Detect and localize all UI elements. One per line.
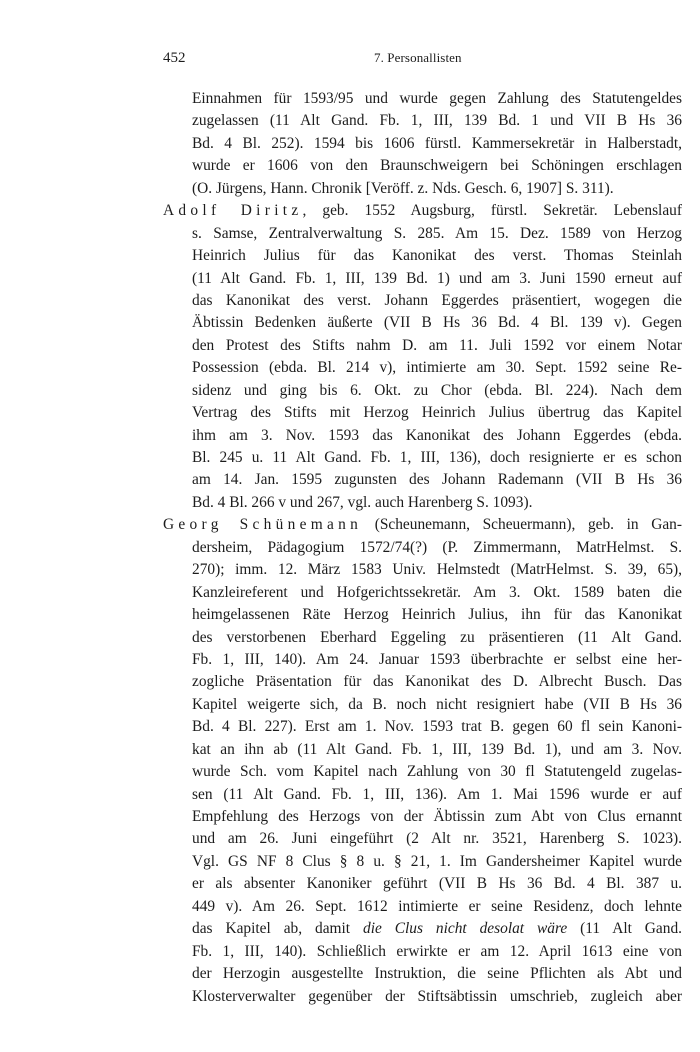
- text-line: zogliche Präsentation für das Kanonikat des D. Albrecht Busch. Das: [192, 673, 682, 691]
- text-line: Äbtissin Bedenken äußerte (VII B Hs 36 Bd. 4 Bl. 139 v). Gegen: [192, 314, 682, 332]
- body-text: [163, 88, 682, 1008]
- page-number: 452: [163, 50, 186, 66]
- entry-text: , geb. 1552 Augsburg, fürstl. Sekretär. Lebenslauf: [302, 202, 682, 220]
- entry-adolf-diritz: [163, 200, 682, 514]
- entry-text: (11 Alt Gand.: [567, 920, 682, 938]
- text-line: des verstorbenen Eberhard Eggeling zu präsentieren (11 Alt Gand.: [192, 628, 682, 646]
- text-line: Kanzleireferent und Hofgerichtssekretär. Am 3. Okt. 1589 baten die: [192, 583, 682, 601]
- text-line: sen (11 Alt Gand. Fb. 1, III, 136). Am 1. Mai 1596 wurde er auf: [192, 785, 682, 803]
- text-line: das Kanonikat des verst. Johann Eggerdes präsentiert, wogegen die: [192, 291, 682, 309]
- text-line: Empfehlung des Herzogs von der Äbtissin zum Abt von Clus ernannt: [192, 808, 682, 825]
- text-line: wurde Sch. vom Kapitel nach Zahlung von 30 fl Statutengeld zugelas-: [192, 763, 682, 781]
- text-line: Bl. 245 u. 11 Alt Gand. Fb. 1, III, 136), doch resignierte er es schon: [192, 449, 682, 466]
- text-line-with-quotation: [163, 918, 682, 940]
- page-header: [163, 50, 682, 70]
- text-line: der Herzogin ausgestellte Instruktion, die seine Pflichten als Abt und: [192, 965, 682, 983]
- text-line: wurde er 1606 von den Braunschweigern bei Schöningen erschlagen: [192, 157, 682, 175]
- text-line: Vertrag des Stifts mit Herzog Heinrich Julius übertrug das Kapitel: [192, 404, 682, 422]
- text-line: den Protest des Stifts nahm D. am 11. Juli 1592 vor einem Notar: [192, 336, 682, 354]
- text-line: Klosterverwalter gegenüber der Stiftsäbtissin umschrieb, zugleich aber: [192, 987, 682, 1005]
- text-line: Vgl. GS NF 8 Clus § 8 u. § 21, 1. Im Gandersheimer Kapitel wurde: [192, 852, 682, 870]
- text-line: 449 v). Am 26. Sept. 1612 intimierte er seine Residenz, doch lehnte: [192, 897, 682, 915]
- text-line: (O. Jürgens, Hann. Chronik [Veröff. z. Nds. Gesch. 6, 1907] S. 311).: [192, 179, 614, 197]
- text-line: 270); imm. 12. März 1583 Univ. Helmstedt (MatrHelmst. S. 39, 65),: [192, 561, 682, 579]
- text-line: Kapitel weigerte sich, da B. noch nicht resigniert habe (VII B Hs 36: [192, 695, 682, 713]
- text-line: zugelassen (11 Alt Gand. Fb. 1, III, 139 Bd. 1 und VII B Hs 36: [192, 112, 682, 130]
- person-name: Adolf Diritz: [163, 202, 303, 220]
- text-line: Fb. 1, III, 140). Schließlich erwirkte er am 12. April 1613 eine von: [192, 942, 682, 960]
- text-line: kat an ihn ab (11 Alt Gand. Fb. 1, III, 139 Bd. 1), und am 3. Nov.: [192, 740, 682, 758]
- text-line: Fb. 1, III, 140). Am 24. Januar 1593 überbrachte er selbst eine her-: [192, 650, 682, 668]
- entry-continuation: [163, 88, 682, 200]
- text-line: Bd. 4 Bl. 252). 1594 bis 1606 fürstl. Kammersekretär in Halberstadt,: [192, 134, 682, 152]
- text-line: dersheim, Pädagogium 1572/74(?) (P. Zimmermann, MatrHelmst. S.: [192, 538, 682, 556]
- text-line: Possession (ebda. Bl. 214 v), intimierte am 30. Sept. 1592 seine Re-: [192, 359, 682, 377]
- entry-text: das Kapitel ab, damit: [192, 920, 363, 938]
- person-name: Georg Schünemann: [163, 516, 363, 534]
- text-line: heimgelassenen Räte Herzog Heinrich Julius, ihn für das Kanonikat: [192, 606, 682, 624]
- text-line: ihm am 3. Nov. 1593 das Kanonikat des Johann Eggerdes (ebda.: [192, 426, 682, 444]
- entry-text: (Scheunemann, Scheuermann), geb. in Gan-: [362, 516, 682, 534]
- text-line: Einnahmen für 1593/95 und wurde gegen Zahlung des Statutengeldes: [192, 90, 682, 107]
- entry-first-line: [163, 200, 682, 222]
- entry-georg-schuenemann: [163, 514, 682, 1008]
- text-line: s. Samse, Zentralverwaltung S. 285. Am 15. Dez. 1589 von Herzog: [192, 224, 682, 242]
- italic-quotation: die Clus nicht desolat wäre: [363, 920, 568, 938]
- text-line: (11 Alt Gand. Fb. 1, III, 139 Bd. 1) und am 3. Juni 1590 erneut auf: [192, 269, 682, 287]
- text-line: Bd. 4 Bl. 227). Erst am 1. Nov. 1593 trat B. gegen 60 fl sein Kanoni-: [192, 718, 682, 736]
- text-line: am 14. Jan. 1595 zugunsten des Johann Rademann (VII B Hs 36: [192, 471, 682, 489]
- text-line: Heinrich Julius für das Kanonikat des verst. Thomas Steinlah: [192, 247, 682, 265]
- text-line: Bd. 4 Bl. 266 v und 267, vgl. auch Harenberg S. 1093).: [192, 493, 533, 511]
- running-head: 7. Personallisten: [374, 50, 462, 65]
- text-line: er als absenter Kanoniker geführt (VII B Hs 36 Bd. 4 Bl. 387 u.: [192, 875, 682, 893]
- entry-first-line: [163, 514, 682, 536]
- text-line: und am 26. Juni eingeführt (2 Alt nr. 3521, Harenberg S. 1023).: [192, 830, 682, 848]
- text-line: sidenz und ging bis 6. Okt. zu Chor (ebda. Bl. 224). Nach dem: [192, 381, 682, 399]
